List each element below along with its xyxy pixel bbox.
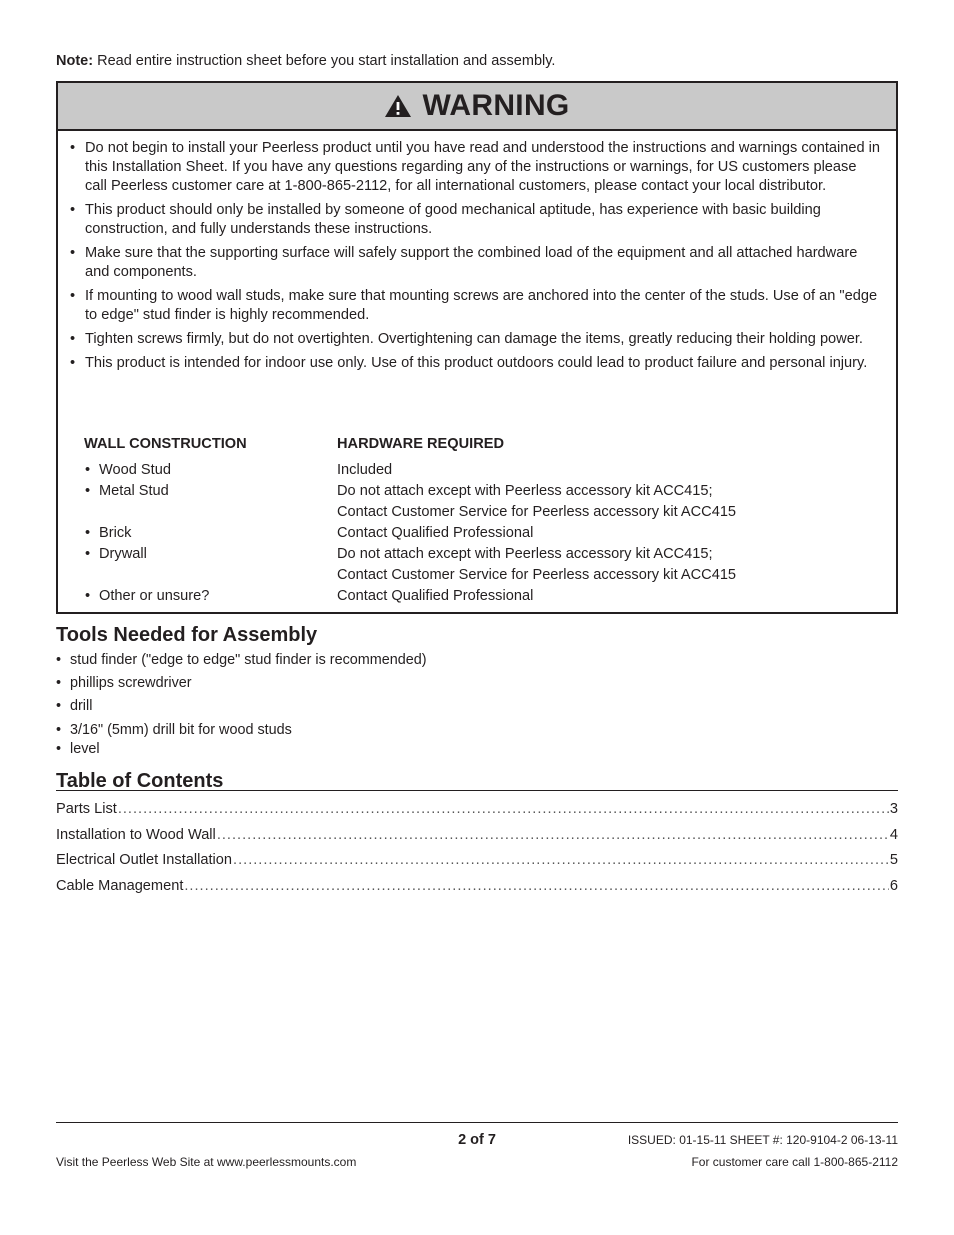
- toc-page: 4: [889, 826, 898, 843]
- tool-item: • stud finder ("edge to edge" stud finder is recommended): [56, 651, 427, 670]
- toc-entry[interactable]: [56, 878, 898, 904]
- hardware-text: Contact Customer Service for Peerless accessory kit ACC415: [337, 567, 737, 583]
- hardware-text: Contact Qualified Professional: [337, 588, 534, 604]
- wall-type: [84, 502, 337, 523]
- toc-entry[interactable]: [56, 852, 898, 878]
- tool-item: • level: [56, 740, 427, 759]
- note-text: Read entire instruction sheet before you start installation and assembly.: [93, 53, 556, 69]
- toc-leader: [184, 878, 889, 894]
- hardware-text: Do not attach except with Peerless accessory kit ACC415;: [337, 483, 713, 499]
- wall-hardware-table: [84, 460, 884, 607]
- tools-list: [56, 651, 427, 759]
- toc-leader: [217, 827, 889, 843]
- hardware-text: Contact Qualified Professional: [337, 525, 534, 541]
- hardware-text: Included: [337, 462, 393, 478]
- tool-item: • 3/16" (5mm) drill bit for wood studs: [56, 721, 427, 740]
- footer-divider: [56, 1122, 898, 1123]
- issued-info: ISSUED: 01-15-11 SHEET #: 120-9104-2 06-13-11: [627, 1133, 898, 1147]
- warning-list: [70, 139, 882, 378]
- warning-box: [56, 81, 898, 614]
- note-label: Note:: [56, 53, 94, 69]
- toc-label: Installation to Wood Wall: [56, 826, 216, 843]
- table-of-contents: [56, 801, 898, 903]
- toc-heading: Table of Contents: [56, 770, 898, 791]
- table-row: [84, 460, 884, 481]
- toc-label: Electrical Outlet Installation: [56, 852, 233, 868]
- page-number: 2 of 7: [458, 1132, 496, 1148]
- tool-item: • drill: [56, 697, 427, 716]
- warning-header: [58, 83, 896, 131]
- wall-type: • Other or unsure?: [84, 586, 337, 607]
- warning-item: • Do not begin to install your Peerless product until you have read and understood the instructions and warnings contained in this Installation Sheet. If you have any questions regarding any of the instructions or warnings, for US customers please call Peerless customer care at 1-800-865-2112, for all international customers, please contact your local distributor.: [70, 139, 882, 196]
- website-note: Visit the Peerless Web Site at www.peerlessmounts.com: [56, 1155, 357, 1169]
- note-line: [56, 53, 555, 69]
- table-row: [84, 523, 884, 544]
- toc-entry[interactable]: [56, 801, 898, 827]
- toc-page: 3: [889, 801, 898, 817]
- wall-type: • Wood Stud: [84, 460, 337, 481]
- tool-item: • phillips screwdriver: [56, 674, 427, 693]
- tools-heading: Tools Needed for Assembly: [56, 624, 318, 646]
- warning-item: • This product is intended for indoor use only. Use of this product outdoors could lead to product failure and personal injury.: [70, 354, 882, 373]
- wall-construction-heading: WALL CONSTRUCTION: [84, 436, 247, 452]
- warning-triangle-icon: [384, 94, 412, 118]
- warning-title: WARNING: [422, 89, 570, 122]
- wall-type: [84, 565, 337, 586]
- toc-leader: [118, 801, 889, 817]
- table-row: [84, 586, 884, 607]
- table-row: [84, 544, 884, 565]
- toc-entry[interactable]: [56, 827, 898, 853]
- toc-label: Cable Management: [56, 877, 184, 894]
- toc-label: Parts List: [56, 801, 117, 817]
- table-row: [84, 481, 884, 502]
- table-row: [84, 565, 884, 586]
- warning-item: • Make sure that the supporting surface will safely support the combined load of the equipment and all attached hardware and components.: [70, 244, 882, 282]
- customer-care-note: For customer care call 1-800-865-2112: [691, 1155, 898, 1169]
- toc-page: 6: [889, 877, 898, 894]
- wall-type: • Metal Stud: [84, 481, 337, 502]
- warning-item: • This product should only be installed by someone of good mechanical aptitude, has experience with basic building construction, and fully understands these instructions.: [70, 201, 882, 239]
- hardware-text: Contact Customer Service for Peerless accessory kit ACC415: [337, 504, 737, 520]
- hardware-text: Do not attach except with Peerless accessory kit ACC415;: [337, 546, 713, 562]
- toc-leader: [233, 852, 889, 868]
- hardware-required-heading: HARDWARE REQUIRED: [337, 436, 505, 452]
- toc-page: 5: [889, 852, 898, 868]
- warning-item: • If mounting to wood wall studs, make sure that mounting screws are anchored into the center of the studs. Use of an "edge to edge" stud finder is highly recommended.: [70, 287, 882, 325]
- warning-item: • Tighten screws firmly, but do not overtighten. Overtightening can damage the items, greatly reducing their holding power.: [70, 330, 882, 349]
- wall-type: • Drywall: [84, 544, 337, 565]
- table-row: [84, 502, 884, 523]
- wall-type: • Brick: [84, 523, 337, 544]
